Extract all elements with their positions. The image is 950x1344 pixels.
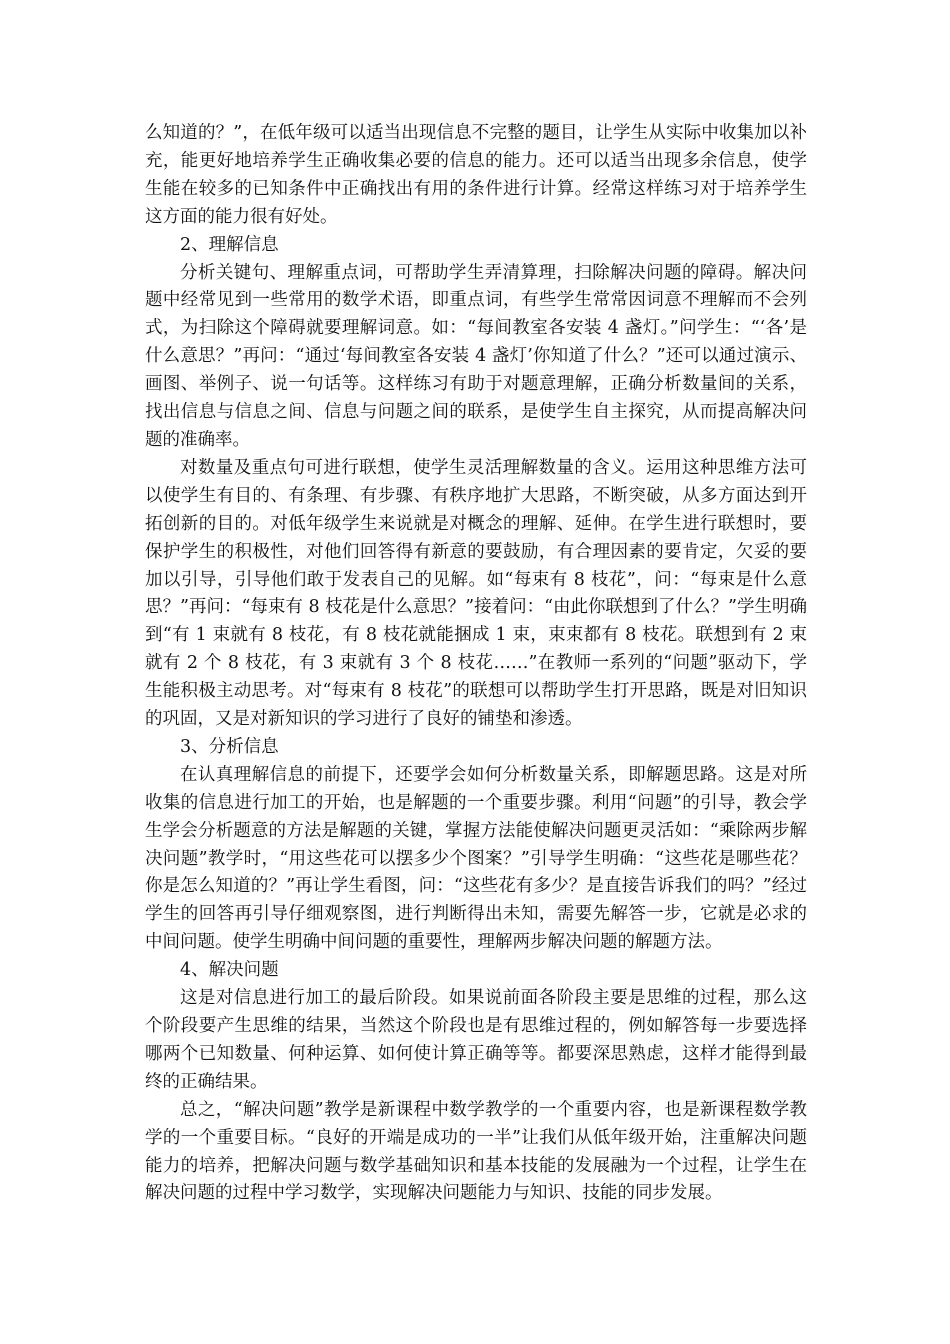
paragraph-final-stage: 这是对信息进行加工的最后阶段。如果说前面各阶段主要是思维的过程，那么这个阶段要产生思维的结果，当然这个阶段也是有思维过程的，例如解答每一步要选择哪两个已知数量、何种运算、如何使计算正确等等。都要深思熟虑，这样才能得到最终的正确结果。 [145, 988, 807, 1092]
paragraph-analyze-quantities: 在认真理解信息的前提下，还要学会如何分析数量关系，即解题思路。这是对所收集的信息进行加工的开始，也是解题的一个重要步骤。利用“问题”的引导，教会学生学会分析题意的方法是解题的关键，掌握方法能使解决问题更灵活如：“乘除两步解决问题”教学时，“用这些花可以摆多少个图案？”引导学生明确：“这些花是哪些花？你是怎么知道的？”再让学生看图，问：“这些花有多少？是直接告诉我们的吗？”经过学生的回答再引导仔细观察图，进行判断得出未知，需要先解答一步，它就是必求的中间问题。使学生明确中间问题的重要性，理解两步解决问题的解题方法。 [145, 764, 807, 953]
section-heading-understand-info: 2、理解信息 [180, 234, 279, 255]
paragraph-key-sentences: 分析关键句、理解重点词，可帮助学生弄清算理，扫除解决问题的障碍。解决问题中经常见到一些常用的数学术语，即重点词，有些学生常常因词意不理解而不会列式，为扫除这个障碍就要理解词意。如：“每间教室各安装 4 盏灯。”问学生：“‘各’是什么意思？”再问：“通过‘每间教室各安装 4 盏灯’你知道了什么？”还可以通过演示、画图、举例子、说一句话等。这样练习有助于对题意理解，正确分析数量间的关系，找出信息与信息之间、信息与问题之间的联系，是使学生自主探究，从而提高解决问题的准确率。 [145, 262, 807, 450]
paragraph-association: 对数量及重点句可进行联想，使学生灵活理解数量的含义。运用这种思维方法可以使学生有目的、有条理、有步骤、有秩序地扩大思路，不断突破，从多方面达到开拓创新的目的。对低年级学生来说就是对概念的理解、延伸。在学生进行联想时，要保护学生的积极性，对他们回答得有新意的要鼓励，有合理因素的要肯定，欠妥的要加以引导，引导他们敢于发表自己的见解。如“每束有 8 枝花”，问：“每束是什么意思？”再问：“每束有 8 枝花是什么意思？”接着问：“由此你联想到了什么？”学生明确到“有 1 束就有 8 枝花，有 8 枝花就能捆成 1 束，束束都有 8 枝花。联想到有 2 束就有 2 个 8 枝花，有 3 束就有 3 个 8 枝花……”在教师一系列的“问题”驱动下，学生能积极主动思考。对“每束有 8 枝花”的联想可以帮助学生打开思路，既是对旧知识的巩固，又是对新知识的学习进行了良好的铺垫和渗透。 [145, 457, 807, 730]
document-body [145, 120, 807, 1208]
section-heading-solve-problem: 4、解决问题 [180, 960, 279, 981]
paragraph-collect-info-end: 么知道的？”，在低年级可以适当出现信息不完整的题目，让学生从实际中收集加以补充，能更好地培养学生正确收集必要的信息的能力。还可以适当出现多余信息，使学生能在较多的已知条件中正确找出有用的条件进行计算。经常这样练习对于培养学生这方面的能力很有好处。 [145, 123, 807, 227]
paragraph-conclusion: 总之，“解决问题”教学是新课程中数学教学的一个重要内容，也是新课程数学教学的一个重要目标。“良好的开端是成功的一半”让我们从低年级开始，注重解决问题能力的培养，把解决问题与数学基础知识和基本技能的发展融为一个过程，让学生在解决问题的过程中学习数学，实现解决问题能力与知识、技能的同步发展。 [145, 1099, 807, 1204]
section-heading-analyze-info: 3、分析信息 [180, 736, 279, 757]
